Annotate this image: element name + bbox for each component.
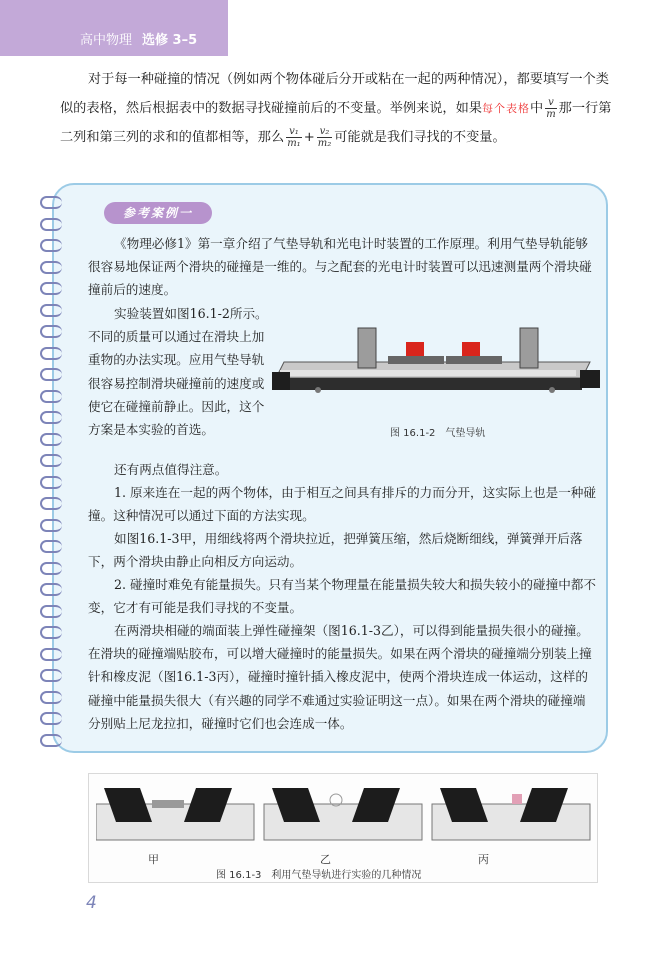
binding-ring [40,605,62,618]
binding-ring [40,261,62,274]
intro-text-a: 对于每一种碰撞的情况（例如两个物体碰后分开或粘在一起的两种情况），都要填写一个类似的表格，然后根据表中的数据寻找碰撞前后的不变量。举例来说，如果 [60,72,609,116]
intro-paragraph [60,65,620,152]
intro-text-c: 那一行第二列和第三列的求和的值都相等，那么 [60,101,612,145]
binding-ring [40,648,62,661]
binding-ring [40,691,62,704]
binding-ring [40,519,62,532]
experiment-figure-caption: 图 16.1-3 利用气垫导轨进行实验的几种情况 [216,870,422,881]
air-track-caption: 图 16.1-2 气垫导轨 [390,428,486,439]
binding-ring [40,562,62,575]
page-number: 4 [86,893,97,913]
course-title: 高中物理 [80,33,133,48]
binding-ring [40,454,62,467]
binding-ring [40,712,62,725]
fraction-v2-over-m2: $\frac{\text{v₂}}{\text{m₂}}$ [317,126,332,149]
case-paragraph-5: 如图16.1-3甲，用细线将两个滑块拉近，把弹簧压缩，然后烧断细线，弹簧弹开后落下，两个滑块由静止向相反方向运动。 [88,531,583,570]
volume-title: 选修 3–5 [142,33,198,48]
intro-text-d: 可能就是我们寻找的不变量。 [334,130,506,145]
case-paragraph-3: 还有两点值得注意。 [114,462,228,477]
binding-ring [40,304,62,317]
binding-ring [40,497,62,510]
case-paragraph-7: 在两滑块相碰的端面装上弹性碰撞架（图16.1-3乙），可以得到能量损失很小的碰撞。在滑块的碰撞端贴胶布，可以增大碰撞时的能量损失。如果在两个滑块的碰撞端分别装上撞针和橡皮泥（图16.1-3丙），碰撞时撞针插入橡皮泥中，使两个滑块连成一体运动，这样的碰撞中能量损失很大（有兴趣的同学不难通过实验证明这一点）。如果在两个滑块的碰撞端分别贴上尼龙拉扣，碰撞时它们也会连成一体。 [88,623,592,731]
air-track-figure [270,318,604,408]
case-paragraph-2: 实验装置如图16.1-2所示。不同的质量可以通过在滑块上加重物的办法实现。应用气垫导轨很容易控制滑块碰撞前的速度或使它在碰撞前静止。因此，这个方案是本实验的首选。 [88,306,268,438]
binding-ring [40,411,62,424]
fraction-v-over-m: $\frac{v}{m}$ [546,97,556,120]
fraction-v1-over-m1: $\frac{\text{v₁}}{\text{m₁}}$ [287,126,301,149]
figure-label-yi: 乙 [320,853,331,866]
binding-ring [40,282,62,295]
binding-ring [40,540,62,553]
binding-ring [40,196,62,209]
binding-ring [40,218,62,231]
binding-ring [40,390,62,403]
binding-ring [40,433,62,446]
binding-ring [40,583,62,596]
case-paragraph-4: 1. 原来连在一起的两个物体，由于相互之间具有排斥的力而分开，这实际上也是一种碰撞。这种情况可以通过下面的方法实现。 [88,485,596,524]
binding-ring [40,669,62,682]
binding-ring [40,325,62,338]
experiment-illustration [96,782,596,852]
plus-sign: + [303,130,315,145]
running-header [80,29,197,48]
case-paragraph-6: 2. 碰撞时难免有能量损失。只有当某个物理量在能量损失较大和损失较小的碰撞中都不变，它才有可能是我们寻找的不变量。 [88,577,596,616]
binding-ring [40,476,62,489]
reference-case-badge: 参考案例一 [104,202,212,224]
binding-ring [40,368,62,381]
binding-ring [40,239,62,252]
figure-label-jia: 甲 [148,853,159,866]
figure-label-bing: 丙 [478,853,489,866]
binding-ring [40,626,62,639]
binding-ring [40,734,62,747]
intro-emphasis: 每个表格 [482,102,530,115]
case-paragraph-1: 《物理必修1》第一章介绍了气垫导轨和光电计时装置的工作原理。利用气垫导轨能够很容易地保证两个滑块的碰撞是一维的。与之配套的光电计时装置可以迅速测量两个滑块碰撞前后的速度。 [88,236,592,298]
binding-ring [40,347,62,360]
intro-text-b: 中 [530,101,544,116]
